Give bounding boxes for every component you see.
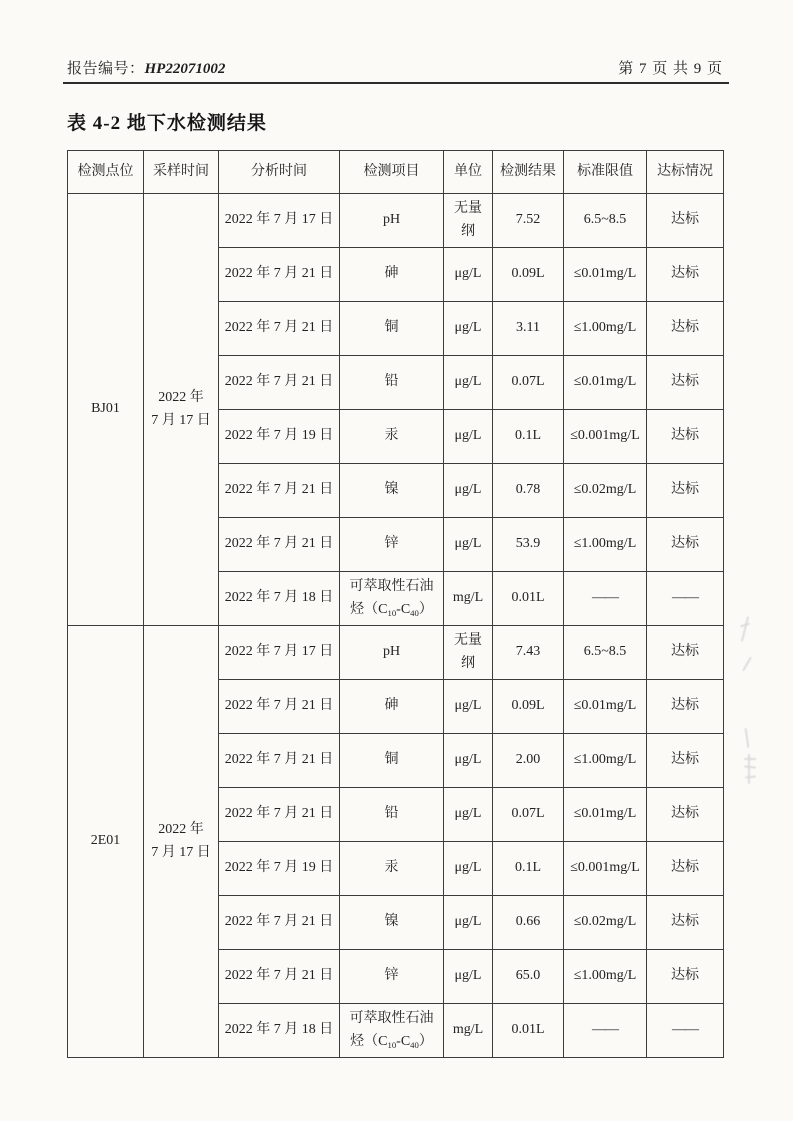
status-cell: 达标 [647, 734, 724, 788]
limit-cell: ≤0.02mg/L [564, 896, 647, 950]
result-cell: 0.78 [493, 464, 564, 518]
column-header-1: 采样时间 [144, 151, 219, 194]
analyte-cell: 铜 [340, 302, 444, 356]
limit-cell: ≤0.02mg/L [564, 464, 647, 518]
report-number [67, 57, 225, 78]
column-header-6: 标准限值 [564, 151, 647, 194]
status-cell: 达标 [647, 464, 724, 518]
status-cell: 达标 [647, 518, 724, 572]
column-header-2: 分析时间 [219, 151, 340, 194]
analysis-date-cell: 2022 年 7 月 19 日 [219, 410, 340, 464]
result-cell: 0.01L [493, 1004, 564, 1058]
limit-cell: ≤0.001mg/L [564, 410, 647, 464]
limit-cell: —— [564, 1004, 647, 1058]
result-cell: 0.07L [493, 356, 564, 410]
analyte-cell: 锌 [340, 518, 444, 572]
table-body [68, 194, 724, 1058]
analysis-date-cell: 2022 年 7 月 21 日 [219, 896, 340, 950]
table-header-row [68, 151, 724, 194]
limit-cell: ≤1.00mg/L [564, 518, 647, 572]
unit-cell: 无量纲 [444, 626, 493, 680]
result-cell: 0.1L [493, 842, 564, 896]
status-cell: 达标 [647, 302, 724, 356]
unit-cell: mg/L [444, 572, 493, 626]
unit-cell: μg/L [444, 734, 493, 788]
unit-cell: μg/L [444, 410, 493, 464]
analyte-cell: 镍 [340, 464, 444, 518]
unit-cell: μg/L [444, 788, 493, 842]
column-header-3: 检测项目 [340, 151, 444, 194]
scan-bleed-artifact [738, 612, 758, 712]
limit-cell: ≤1.00mg/L [564, 734, 647, 788]
analysis-date-cell: 2022 年 7 月 21 日 [219, 248, 340, 302]
status-cell: 达标 [647, 896, 724, 950]
status-cell: 达标 [647, 356, 724, 410]
result-cell: 53.9 [493, 518, 564, 572]
analyte-cell: 可萃取性石油烃$(C_{10}-C_{40})$ [340, 572, 444, 626]
unit-cell: μg/L [444, 464, 493, 518]
unit-cell: μg/L [444, 680, 493, 734]
limit-cell: ≤1.00mg/L [564, 950, 647, 1004]
result-cell: 0.09L [493, 248, 564, 302]
table-title: 表 4-2 地下水检测结果 [67, 113, 267, 134]
analysis-date-cell: 2022 年 7 月 17 日 [219, 626, 340, 680]
limit-cell: —— [564, 572, 647, 626]
analyte-cell: 铜 [340, 734, 444, 788]
analysis-date-cell: 2022 年 7 月 18 日 [219, 1004, 340, 1058]
result-cell: 65.0 [493, 950, 564, 1004]
table-row [68, 194, 724, 248]
table-row [68, 626, 724, 680]
analyte-cell: 汞 [340, 410, 444, 464]
result-cell: 0.66 [493, 896, 564, 950]
analyte-cell: 砷 [340, 248, 444, 302]
status-cell: 达标 [647, 950, 724, 1004]
result-cell: 7.43 [493, 626, 564, 680]
analyte-cell: pH [340, 194, 444, 248]
analyte-cell: 汞 [340, 842, 444, 896]
analysis-date-cell: 2022 年 7 月 21 日 [219, 302, 340, 356]
status-cell: 达标 [647, 788, 724, 842]
analysis-date-cell: 2022 年 7 月 21 日 [219, 518, 340, 572]
status-cell: —— [647, 572, 724, 626]
limit-cell: ≤1.00mg/L [564, 302, 647, 356]
analysis-date-cell: 2022 年 7 月 19 日 [219, 842, 340, 896]
unit-cell: μg/L [444, 356, 493, 410]
analyte-cell: 可萃取性石油烃$(C_{10}-C_{40})$ [340, 1004, 444, 1058]
analysis-date-cell: 2022 年 7 月 21 日 [219, 680, 340, 734]
scan-bleed-artifact [742, 728, 760, 838]
groundwater-results-table [67, 150, 724, 1058]
result-cell: 2.00 [493, 734, 564, 788]
page-number: 第 7 页 共 9 页 [618, 61, 723, 77]
limit-cell: ≤0.01mg/L [564, 356, 647, 410]
unit-cell: mg/L [444, 1004, 493, 1058]
unit-cell: μg/L [444, 518, 493, 572]
analyte-cell: 砷 [340, 680, 444, 734]
column-header-0: 检测点位 [68, 151, 144, 194]
unit-cell: μg/L [444, 302, 493, 356]
status-cell: 达标 [647, 842, 724, 896]
unit-cell: μg/L [444, 950, 493, 1004]
monitoring-point-cell: BJ01 [68, 194, 144, 626]
header-divider [63, 82, 729, 84]
unit-cell: 无量纲 [444, 194, 493, 248]
page-header [67, 57, 723, 78]
analysis-date-cell: 2022 年 7 月 18 日 [219, 572, 340, 626]
report-number-value: HP22071002 [144, 61, 226, 77]
column-header-4: 单位 [444, 151, 493, 194]
result-cell: 0.09L [493, 680, 564, 734]
result-cell: 0.07L [493, 788, 564, 842]
analysis-date-cell: 2022 年 7 月 21 日 [219, 950, 340, 1004]
analysis-date-cell: 2022 年 7 月 17 日 [219, 194, 340, 248]
unit-cell: μg/L [444, 842, 493, 896]
limit-cell: ≤0.001mg/L [564, 842, 647, 896]
status-cell: 达标 [647, 194, 724, 248]
monitoring-point-cell: 2E01 [68, 626, 144, 1058]
result-cell: 0.1L [493, 410, 564, 464]
limit-cell: ≤0.01mg/L [564, 680, 647, 734]
report-number-label: 报告编号： [67, 61, 145, 77]
limit-cell: 6.5~8.5 [564, 626, 647, 680]
analysis-date-cell: 2022 年 7 月 21 日 [219, 464, 340, 518]
analyte-cell: pH [340, 626, 444, 680]
analysis-date-cell: 2022 年 7 月 21 日 [219, 734, 340, 788]
result-cell: 0.01L [493, 572, 564, 626]
sampling-time-cell: 2022 年 7 月 17 日 [144, 194, 219, 626]
result-cell: 7.52 [493, 194, 564, 248]
limit-cell: 6.5~8.5 [564, 194, 647, 248]
status-cell: 达标 [647, 626, 724, 680]
column-header-5: 检测结果 [493, 151, 564, 194]
analyte-cell: 铅 [340, 788, 444, 842]
status-cell: —— [647, 1004, 724, 1058]
unit-cell: μg/L [444, 248, 493, 302]
analysis-date-cell: 2022 年 7 月 21 日 [219, 356, 340, 410]
sampling-time-cell: 2022 年 7 月 17 日 [144, 626, 219, 1058]
column-header-7: 达标情况 [647, 151, 724, 194]
status-cell: 达标 [647, 248, 724, 302]
analyte-cell: 锌 [340, 950, 444, 1004]
limit-cell: ≤0.01mg/L [564, 788, 647, 842]
limit-cell: ≤0.01mg/L [564, 248, 647, 302]
unit-cell: μg/L [444, 896, 493, 950]
analysis-date-cell: 2022 年 7 月 21 日 [219, 788, 340, 842]
analyte-cell: 铅 [340, 356, 444, 410]
analyte-cell: 镍 [340, 896, 444, 950]
status-cell: 达标 [647, 680, 724, 734]
status-cell: 达标 [647, 410, 724, 464]
result-cell: 3.11 [493, 302, 564, 356]
